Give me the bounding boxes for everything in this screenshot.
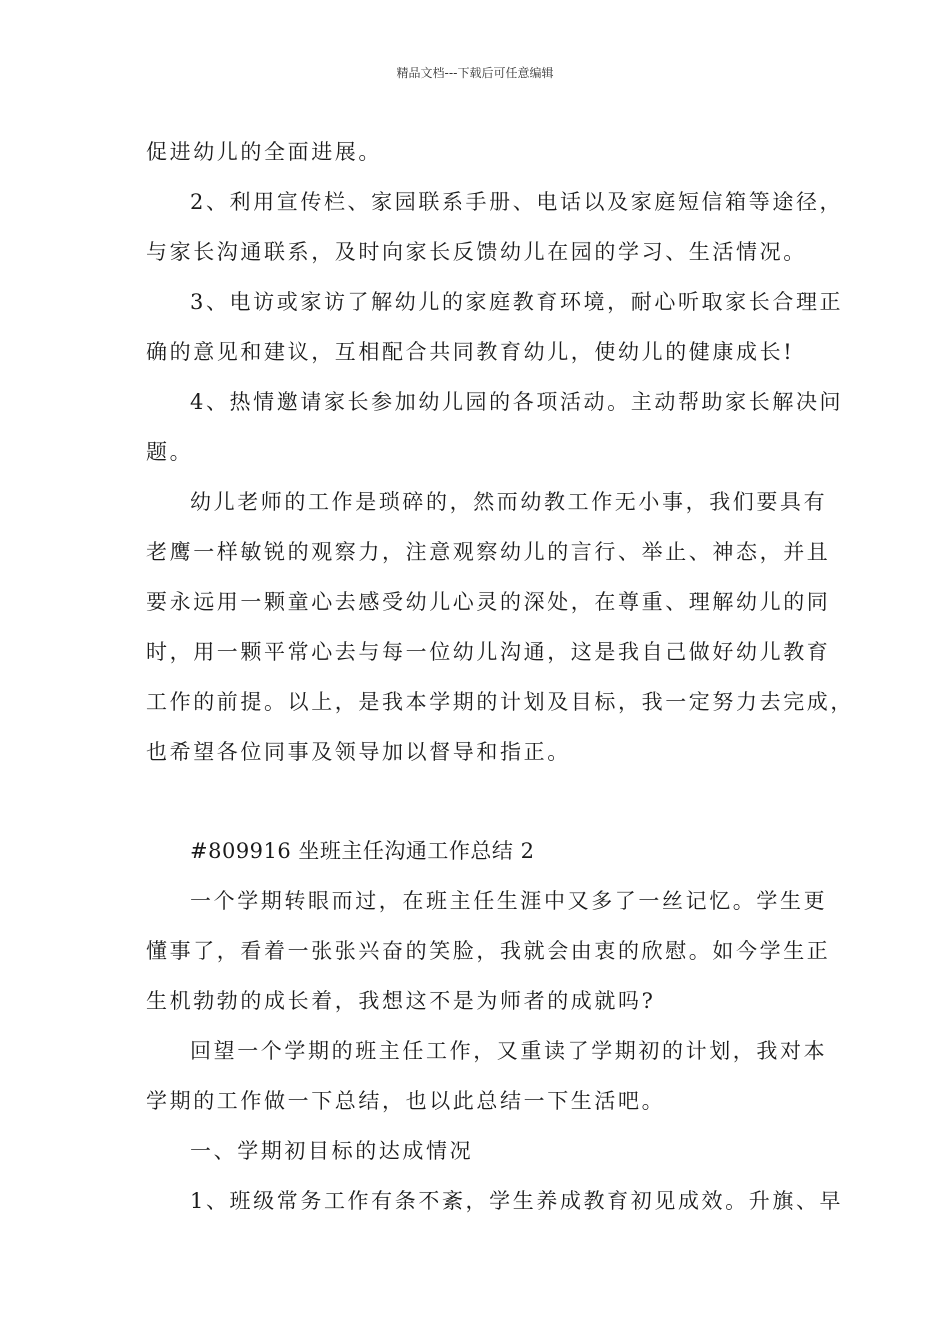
section-heading: #809916 坐班主任沟通工作总结 2 bbox=[190, 839, 535, 863]
paragraph-line: 懂事了，看着一张张兴奋的笑脸，我就会由衷的欣慰。如今学生正 bbox=[146, 939, 831, 963]
paragraph-line: 也希望各位同事及领导加以督导和指正。 bbox=[146, 740, 571, 764]
paragraph-line: 生机勃勃的成长着，我想这不是为师者的成就吗? bbox=[146, 989, 656, 1013]
paragraph-line: 题。 bbox=[146, 440, 194, 464]
subheading: 一、学期初目标的达成情况 bbox=[190, 1139, 474, 1163]
paragraph-line: 幼儿老师的工作是琐碎的，然而幼教工作无小事，我们要具有 bbox=[190, 490, 828, 514]
paragraph-line: 一个学期转眼而过，在班主任生涯中又多了一丝记忆。学生更 bbox=[190, 889, 828, 913]
paragraph-line: 老鹰一样敏锐的观察力，注意观察幼儿的言行、举止、神态，并且 bbox=[146, 540, 831, 564]
page-header: 精品文档---下载后可任意编辑 bbox=[396, 66, 554, 80]
paragraph-line: 1、班级常务工作有条不紊，学生养成教育初见成效。升旗、早 bbox=[190, 1189, 844, 1213]
paragraph-line: 2、利用宣传栏、家园联系手册、电话以及家庭短信箱等途径， bbox=[190, 190, 844, 214]
paragraph-line: 学期的工作做一下总结，也以此总结一下生活吧。 bbox=[146, 1089, 666, 1113]
paragraph-line: 工作的前提。以上，是我本学期的计划及目标，我一定努力去完成， bbox=[146, 690, 854, 714]
paragraph-line: 要永远用一颗童心去感受幼儿心灵的深处，在尊重、理解幼儿的同 bbox=[146, 590, 831, 614]
paragraph-line: 确的意见和建议，互相配合共同教育幼儿，使幼儿的健康成长! bbox=[146, 340, 795, 364]
paragraph-line: 促进幼儿的全面进展。 bbox=[146, 140, 382, 164]
paragraph-line: 回望一个学期的班主任工作，又重读了学期初的计划，我对本 bbox=[190, 1039, 828, 1063]
paragraph-line: 与家长沟通联系，及时向家长反馈幼儿在园的学习、生活情况。 bbox=[146, 240, 807, 264]
paragraph-line: 4、热情邀请家长参加幼儿园的各项活动。主动帮助家长解决问 bbox=[190, 390, 844, 414]
paragraph-line: 3、电访或家访了解幼儿的家庭教育环境，耐心听取家长合理正 bbox=[190, 290, 844, 314]
paragraph-line: 时，用一颗平常心去与每一位幼儿沟通，这是我自己做好幼儿教育 bbox=[146, 640, 831, 664]
